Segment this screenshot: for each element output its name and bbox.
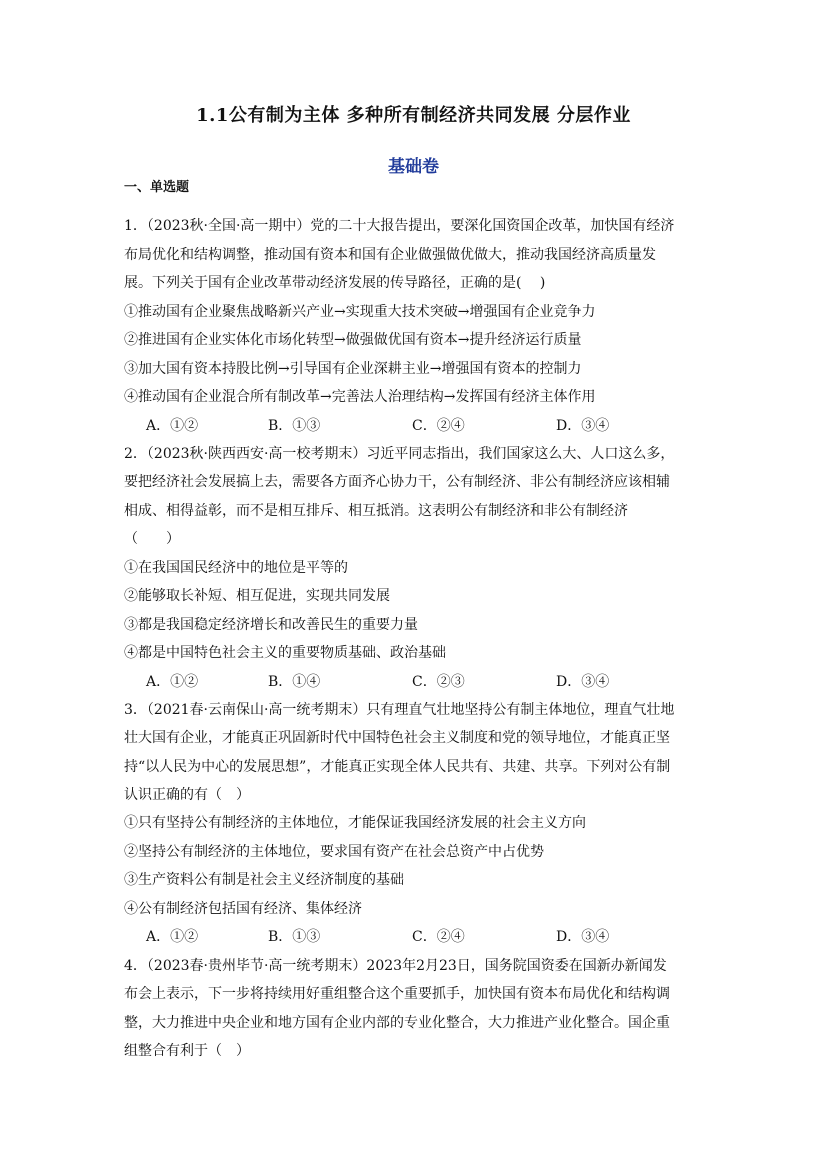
choice-b: B．①③ [268, 929, 321, 945]
question-3-option-3: ③生产资料公有制是社会主义经济制度的基础 [124, 872, 404, 888]
choice-a: A．①② [146, 418, 199, 434]
question-1-stem-line-3: 展。下列关于国有企业改革带动经济发展的传导路径，正确的是( ) [124, 275, 546, 291]
choice-d: D．③④ [556, 929, 610, 945]
question-2-option-4: ④都是中国特色社会主义的重要物质基础、政治基础 [124, 645, 446, 661]
choice-c: C．②④ [412, 418, 465, 434]
section-heading: 一、单选题 [124, 180, 190, 195]
question-1-option-2: ②推进国有企业实体化市场化转型→做强做优国有资本→提升经济运行质量 [124, 332, 582, 348]
question-4-stem-line-4: 组整合有利于（ ） [124, 1043, 250, 1059]
question-3-option-1: ①只有坚持公有制经济的主体地位，才能保证我国经济发展的社会主义方向 [124, 815, 586, 831]
question-2-option-3: ③都是我国稳定经济增长和改善民生的重要力量 [124, 617, 418, 633]
question-4-stem-line-1: 4．（2023春·贵州毕节·高一统考期末）2023年2月23日，国务院国资委在国新办新闻发 [124, 958, 667, 974]
question-3-stem-line-2: 壮大国有企业，才能真正巩固新时代中国特色社会主义制度和党的领导地位，才能真正坚 [124, 730, 670, 746]
question-3-stem-line-1: 3．（2021春·云南保山·高一统考期末）只有理直气壮地坚持公有制主体地位，理直气壮地 [124, 702, 675, 718]
question-2-option-1: ①在我国国民经济中的地位是平等的 [124, 560, 348, 576]
choice-a: A．①② [146, 929, 199, 945]
question-4-stem-line-3: 整，大力推进中央企业和地方国有企业内部的专业化整合，大力推进产业化整合。国企重 [124, 1015, 670, 1031]
question-2-stem-line-2: 要把经济社会发展搞上去，需要各方面齐心协力干，公有制经济、非公有制经济应该相辅 [124, 474, 670, 490]
choice-c: C．②④ [412, 929, 465, 945]
question-3-stem-line-4: 认识正确的有（ ） [124, 787, 250, 803]
question-2-option-2: ②能够取长补短、相互促进，实现共同发展 [124, 588, 390, 604]
choice-d: D．③④ [556, 674, 610, 690]
question-1-option-4: ④推动国有企业混合所有制改革→完善法人治理结构→发挥国有经济主体作用 [124, 389, 596, 405]
question-1-stem-line-1: 1．（2023秋·全国·高一期中）党的二十大报告提出，要深化国资国企改革，加快国有经济 [124, 218, 675, 234]
question-2-stem-line-1: 2．（2023秋·陕西西安·高一校考期末）习近平同志指出，我们国家这么大、人口这么多， [124, 446, 675, 462]
document-subtitle: 基础卷 [388, 157, 439, 177]
question-4-stem-line-2: 布会上表示，下一步将持续用好重组整合这个重要抓手，加快国有资本布局优化和结构调 [124, 986, 670, 1002]
question-1-option-3: ③加大国有资本持股比例→引导国有企业深耕主业→增强国有资本的控制力 [124, 361, 582, 377]
choice-d: D．③④ [556, 418, 610, 434]
question-3-stem-line-3: 持“以人民为中心的发展思想”，才能真正实现全体人民共有、共建、共享。下列对公有制 [124, 759, 671, 775]
question-1-stem-line-2: 布局优化和结构调整，推动国有资本和国有企业做强做优做大，推动我国经济高质量发 [124, 247, 656, 263]
question-3-option-2: ②坚持公有制经济的主体地位，要求国有资产在社会总资产中占优势 [124, 844, 544, 860]
document-title: 1.1公有制为主体 多种所有制经济共同发展 分层作业 [196, 105, 631, 126]
question-3-option-4: ④公有制经济包括国有经济、集体经济 [124, 901, 362, 917]
question-2-stem-line-4: （ ） [124, 531, 180, 547]
question-1-option-1: ①推动国有企业聚焦战略新兴产业→实现重大技术突破→增强国有企业竞争力 [124, 304, 596, 320]
choice-c: C．②③ [412, 674, 465, 690]
choice-a: A．①② [146, 674, 199, 690]
choice-b: B．①③ [268, 418, 321, 434]
question-2-stem-line-3: 相成、相得益彰，而不是相互排斥、相互抵消。这表明公有制经济和非公有制经济 [124, 503, 628, 519]
choice-b: B．①④ [268, 674, 321, 690]
